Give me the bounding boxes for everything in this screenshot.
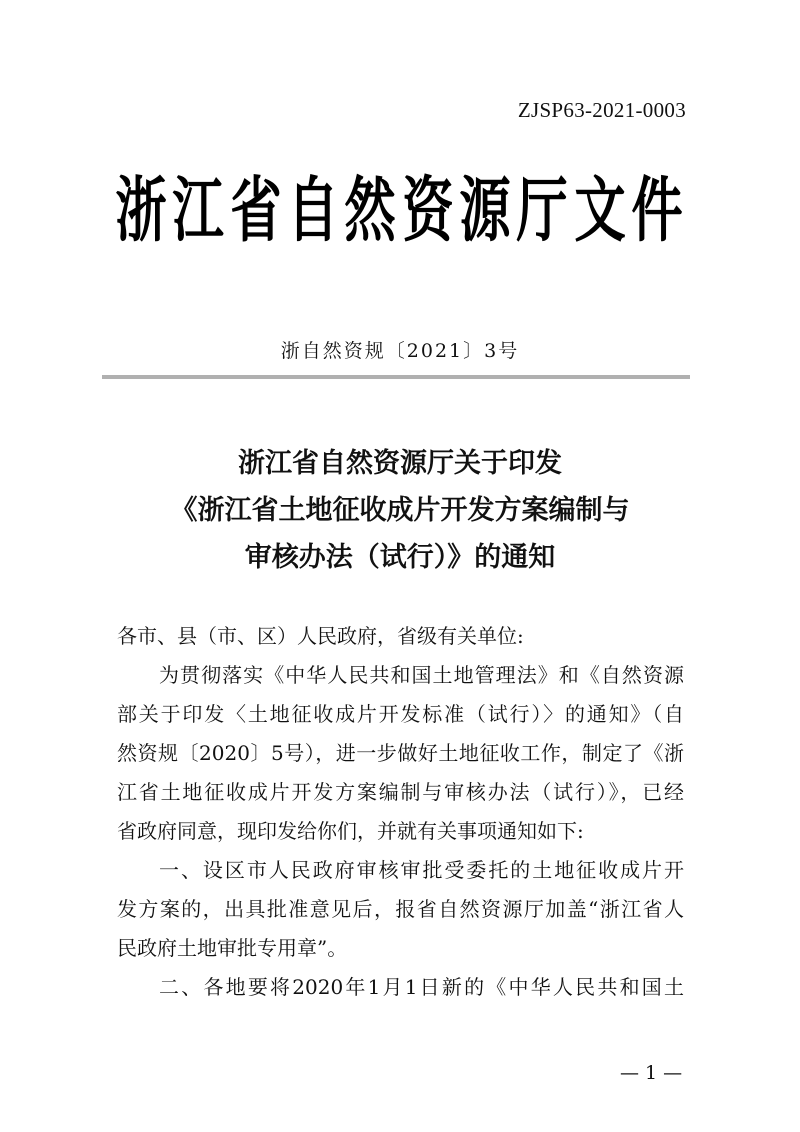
body-line: 部关于印发〈土地征收成片开发标准（试行）〉的通知》（自 xyxy=(117,702,684,726)
body-line: 民政府土地审批专用章”。 xyxy=(117,936,348,960)
masthead-char: 浙 xyxy=(115,169,167,252)
masthead-char: 源 xyxy=(459,169,511,252)
body-line: 一、设区市人民政府审核审批受委托的土地征收成片开 xyxy=(159,858,684,882)
document-headline xyxy=(0,440,800,581)
masthead-title xyxy=(114,160,684,250)
masthead-char: 厅 xyxy=(516,169,568,252)
separator-rule xyxy=(102,375,690,379)
headline-line: 审核办法（试行）》的通知 xyxy=(244,542,556,573)
masthead-char: 省 xyxy=(230,169,282,252)
masthead-char: 件 xyxy=(631,169,683,252)
document-number: 浙自然资规〔2021〕3号 xyxy=(280,340,520,362)
body-line: 发方案的，出具批准意见后，报省自然资源厅加盖“浙江省人 xyxy=(117,897,684,921)
page-number: — 1 — xyxy=(620,1062,683,1084)
masthead-char: 自 xyxy=(287,169,339,252)
masthead-char: 然 xyxy=(344,169,396,252)
document-body xyxy=(117,617,684,1007)
body-line: 各市、县（市、区）人民政府，省级有关单位: xyxy=(117,624,524,648)
masthead-char: 江 xyxy=(172,169,224,252)
body-line: 二、各地要将2020年1月1日新的《中华人民共和国土 xyxy=(159,975,684,999)
body-line: 省政府同意，现印发给你们，并就有关事项通知如下: xyxy=(117,819,584,843)
document-code: ZJSP63-2021-0003 xyxy=(517,98,686,122)
masthead-char: 资 xyxy=(401,169,454,252)
headline-line: 浙江省自然资源厅关于印发 xyxy=(238,448,562,479)
body-line: 江省土地征收成片开发方案编制与审核办法（试行）》，已经 xyxy=(117,780,684,804)
headline-line: 《浙江省土地征收成片开发方案编制与 xyxy=(170,495,630,526)
body-line: 为贯彻落实《中华人民共和国土地管理法》和《自然资源 xyxy=(159,663,684,687)
body-line: 然资规〔2020〕5号），进一步做好土地征收工作，制定了《浙 xyxy=(117,741,684,765)
masthead-char: 文 xyxy=(573,169,626,252)
